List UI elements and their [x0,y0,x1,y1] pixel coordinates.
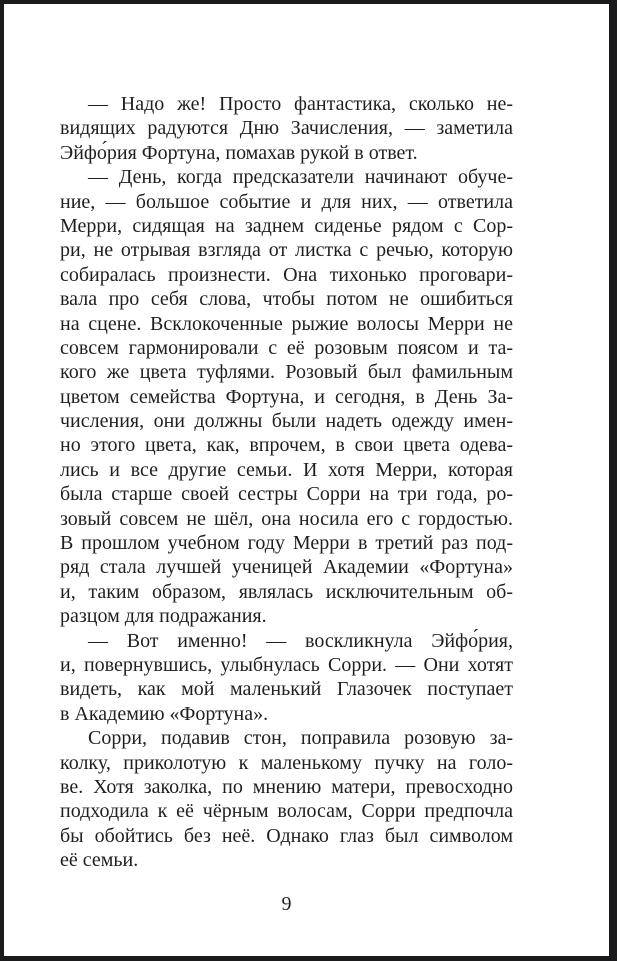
text-line: Мерри, сидящая на заднем сиденье рядом с Сор- [60,214,513,237]
text-line: и, повернувшись, улыбнулась Сорри. — Они хотят [60,653,513,676]
text-line: — День, когда предсказатели начинают обуче- [88,166,513,189]
text-line: колку, приколотую к маленькому пучку на голо- [60,751,513,774]
text-line: цветом семейства Фортуна, и сегодня, в День За- [60,385,513,408]
text-line: ние, — большое событие и для них, — ответила [60,190,513,213]
page-text [60,92,513,873]
text-line: кого же цвета туфлями. Розовый был фамильным [60,361,513,384]
text-line: лись и все другие семьи. И хотя Мерри, которая [60,458,513,481]
text-line: Эйфо́рия Фортуна, помахав рукой в ответ. [60,141,418,164]
text-line: совсем гармонировали с её розовым поясом и та- [60,336,513,359]
text-line: Сорри, подавив стон, поправила розовую за- [88,727,513,750]
text-line: — Вот именно! — воскликнула Эйфо́рия, [88,629,513,652]
text-line: — Надо же! Просто фантастика, сколько не- [88,93,513,115]
text-line: В прошлом учебном году Мерри в третий раз под- [60,532,513,555]
text-line: её семьи. [60,849,139,872]
text-line: вала про себя слова, чтобы потом не ошибиться [60,288,513,311]
text-line: но этого цвета, как, впрочем, в свои цвета одева- [60,434,513,457]
text-line: была старше своей сестры Сорри на три года, ро- [60,483,513,506]
text-line: зовый совсем не шёл, она носила его с гордостью. [60,507,513,530]
text-line: и, таким образом, являлась исключительным об- [60,580,513,603]
text-line: видеть, как мой маленький Глазочек поступает [60,678,513,701]
text-line: ри, не отрывая взгляда от листка с речью, которую [60,239,513,262]
text-line: бы обойтись без неё. Однако глаз был символом [60,824,513,847]
text-line: ве. Хотя заколка, по мнению матери, превосходно [60,775,513,798]
text-line: ряд стала лучшей ученицей Академии «Фортуна» [60,556,513,579]
text-line: видящих радуются Дню Зачисления, — заметила [60,117,513,140]
text-line: числения, они должны были надеть одежду имен- [60,410,513,433]
text-line: разцом для подражания. [60,605,267,628]
book-page [4,4,609,956]
text-line: на сцене. Всклокоченные рыжие волосы Мерри не [60,312,513,335]
text-line: подходила к её чёрным волосам, Сорри предпочла [60,800,513,823]
text-line: собиралась произнести. Она тихонько проговари- [60,263,513,286]
text-line: в Академию «Фортуна». [60,702,269,725]
page-number: 9 [281,893,292,915]
